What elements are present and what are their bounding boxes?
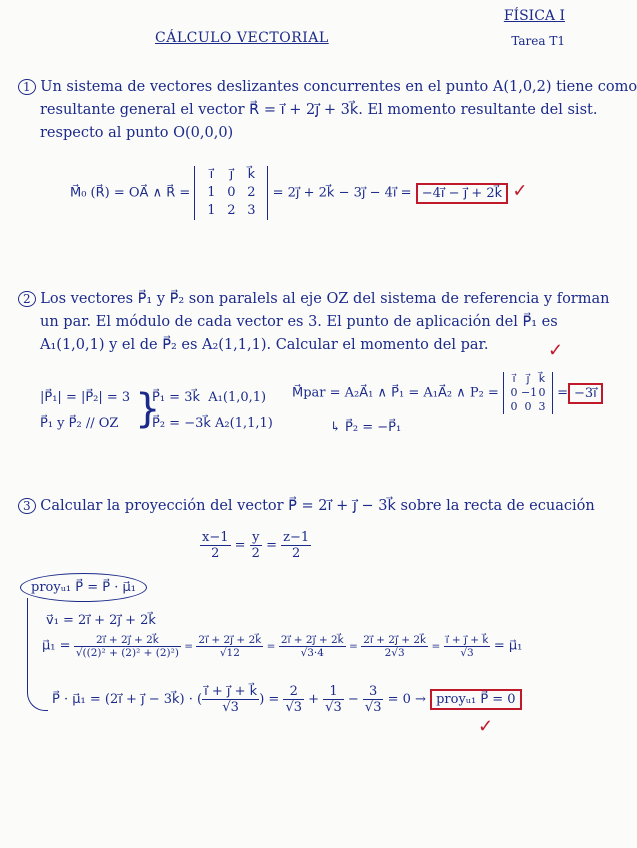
assignment-name: Tarea T1 — [511, 34, 565, 48]
denominator: √3 — [222, 700, 239, 715]
problem-1-result: −4i⃗ − j⃗ + 2k⃗ — [416, 183, 509, 204]
denominator: 2 — [291, 546, 301, 561]
det-cell: 1 — [207, 185, 216, 200]
denominator: √3 — [285, 700, 302, 715]
det-cell: 0 — [524, 400, 532, 413]
fraction — [202, 684, 259, 715]
numerator: y — [250, 530, 262, 546]
vector-p2: P⃗₂ = −3k⃗ — [152, 416, 211, 431]
denominator: 2 — [251, 546, 260, 561]
problem-2-result: −3i⃗ — [568, 383, 603, 404]
given-modulus: |P⃗₁| = |P⃗₂| = 3 — [40, 390, 131, 405]
numerator: 2i⃗ + 2j⃗ + 2k⃗ — [74, 634, 181, 647]
problem-2-vectors — [152, 385, 273, 437]
numerator: i⃗ + j⃗ + k⃗ — [445, 634, 489, 646]
connector-arrow — [27, 598, 48, 711]
fraction — [196, 634, 263, 659]
problem-3-number: 3 — [18, 498, 36, 514]
problem-1-line-1: Un sistema de vectores deslizantes concurrentes en el punto A(1,0,2) tiene como — [40, 79, 637, 95]
point-a2: A₂(1,1,1) — [215, 416, 273, 431]
problem-1-statement — [18, 76, 637, 145]
denominator: √12 — [219, 647, 240, 659]
problem-3-result: proyᵤ₁ P⃗ = 0 — [430, 689, 522, 710]
vector-p1: P⃗₁ = 3k⃗ — [152, 390, 201, 405]
numerator: 2 — [283, 684, 304, 700]
direction-vector: v⃗₁ = 2i⃗ + 2j⃗ + 2k⃗ — [46, 613, 156, 628]
numerator: 1 — [323, 684, 344, 700]
denominator: √((2)² + (2)² + (2)²) — [75, 647, 179, 659]
problem-1-rhs: = 2j⃗ + 2k⃗ − 3j⃗ − 4i⃗ = — [272, 185, 412, 201]
numerator: x−1 — [202, 530, 229, 545]
det-cell: 0 — [538, 386, 546, 399]
fraction — [279, 634, 346, 659]
problem-2-statement — [18, 288, 609, 357]
problem-1-number: 1 — [18, 79, 36, 95]
dot-lhs: P⃗ · μ⃗₁ = (2i⃗ + j⃗ − 3k⃗) · — [52, 692, 193, 707]
given-parallel: P⃗₁ y P⃗₂ // OZ — [40, 416, 119, 431]
course-name: FÍSICA I — [503, 8, 565, 24]
problem-1-lhs: M⃗₀ (R⃗) = OA⃗ ∧ R⃗ = — [70, 185, 191, 201]
det-cell: k⃗ — [538, 372, 546, 385]
denominator: √3·4 — [300, 647, 324, 659]
problem-2-line-1: Los vectores P⃗₁ y P⃗₂ son paralels al eje OZ del sistema de referencia y forman — [40, 291, 610, 307]
numerator: z−1 — [283, 530, 310, 545]
problem-1-solution — [70, 166, 527, 220]
fraction — [283, 684, 304, 715]
brace-icon: } — [135, 386, 161, 432]
numerator: 3 — [363, 684, 384, 700]
page-title: CÁLCULO VECTORIAL — [155, 30, 329, 46]
det-cell: k⃗ — [247, 167, 256, 182]
problem-2-line-2: un par. El módulo de cada vector es 3. El punto de aplicación del P⃗₁ es — [40, 314, 558, 330]
det-cell: j⃗ — [229, 167, 234, 182]
fraction — [363, 684, 384, 715]
problem-3-statement — [18, 495, 595, 518]
check-icon: ✓ — [512, 180, 528, 202]
det-cell: 2 — [227, 203, 236, 218]
numerator: 2i⃗ + 2j⃗ + 2k⃗ — [280, 634, 344, 646]
problem-2-givens — [40, 385, 130, 437]
denominator: √3 — [460, 647, 474, 659]
denominator: √3 — [325, 700, 342, 715]
fraction — [250, 530, 262, 561]
det-cell: j⃗ — [526, 372, 530, 385]
det-cell: 0 — [510, 386, 518, 399]
det-cell: 2 — [247, 185, 256, 200]
problem-2-determinant — [503, 372, 553, 414]
problem-1-line-3: respecto al punto O(0,0,0) — [40, 125, 234, 141]
dot-result: = 0 — [387, 692, 411, 707]
numerator: 2i⃗ + 2j⃗ + 2k⃗ — [198, 634, 262, 646]
denominator: 2 — [211, 546, 220, 561]
line-equation: $\frac{x-1}{2}$ = $\frac{y}{2}$ = $\frac{z-1}{2}$ — [202, 530, 310, 561]
det-cell: 0 — [227, 185, 236, 200]
check-icon: ✓ — [478, 716, 494, 737]
projection-definition: proyᵤ₁ P⃗ = P⃗ · μ⃗₁ — [20, 573, 147, 602]
fraction — [200, 530, 231, 561]
mu-rhs: = μ⃗₁ — [493, 638, 523, 654]
det-cell: 3 — [538, 400, 546, 413]
problem-3-line-1: Calcular la proyección del vector P⃗ = 2i⃗ + j⃗ − 3k⃗ sobre la recta de ecuación — [40, 498, 595, 514]
det-cell: 0 — [510, 400, 518, 413]
det-cell: i⃗ — [209, 167, 214, 182]
denominator: 2√3 — [384, 647, 405, 659]
fraction — [444, 634, 491, 659]
numerator: i⃗ + j⃗ + k⃗ — [204, 684, 258, 699]
fraction — [323, 684, 344, 715]
dot-product: P⃗ · μ⃗₁ = (2i⃗ + j⃗ − 3k⃗) · ( $\frac{i⃗ + j⃗ + k⃗}{√3}$ ) = $\frac{2}{√3}$ + $\frac{1}{√3}$ − $\frac{3}{√3}$ = 0 → proyᵤ₁ P⃗ = 0 — [52, 684, 522, 715]
problem-1-determinant — [194, 166, 268, 220]
fraction — [281, 530, 311, 561]
det-cell: 1 — [207, 203, 216, 218]
det-cell: i⃗ — [512, 372, 516, 385]
moment-expression: M⃗par = A₂A⃗₁ ∧ P⃗₁ = A₁A⃗₂ ∧ P₂ = — [292, 385, 499, 401]
det-cell: 3 — [247, 203, 256, 218]
problem-1-line-2: resultante general el vector R⃗ = i⃗ + 2j⃗ + 3k⃗. El momento resultante del sist. — [40, 102, 598, 118]
fraction — [361, 634, 428, 659]
fraction — [74, 634, 181, 659]
point-a1: A₁(1,0,1) — [208, 390, 267, 405]
problem-2-line-3: A₁(1,0,1) y el de P⃗₂ es A₂(1,1,1). Calcular el momento del par. — [40, 337, 489, 353]
problem-2-number: 2 — [18, 291, 36, 307]
course-label — [504, 8, 565, 48]
unit-vector-derivation: μ⃗₁ = $\frac{2i⃗ + 2j⃗ + 2k⃗}{\text{√((2)² + (2)² + (2)²)}}$ = $\frac{2i⃗ + 2j⃗ + 2k⃗}{√12}$ = $\frac{2i⃗ + 2j⃗ + 2k⃗}{√3\cdot 4}$ = $\frac{2i⃗ + 2j⃗ + 2k⃗}{2√3}$ = $\frac{i⃗ + j⃗ + k⃗}{√3}$ = μ⃗₁ — [42, 634, 523, 659]
denominator: √3 — [364, 700, 382, 715]
check-icon: ✓ — [548, 340, 564, 361]
mu-lhs: μ⃗₁ = — [42, 638, 71, 654]
problem-2-moment: M⃗par = A₂A⃗₁ ∧ P⃗₁ = A₁A⃗₂ ∧ P₂ = i⃗ j⃗ k⃗ 0 −10 0 0 3 = −3i⃗ — [292, 372, 603, 414]
det-cell: −1 — [520, 386, 538, 399]
numerator: 2i⃗ + 2j⃗ + 2k⃗ — [363, 634, 427, 646]
problem-2-note: ↳ P⃗₂ = −P⃗₁ — [330, 420, 402, 435]
